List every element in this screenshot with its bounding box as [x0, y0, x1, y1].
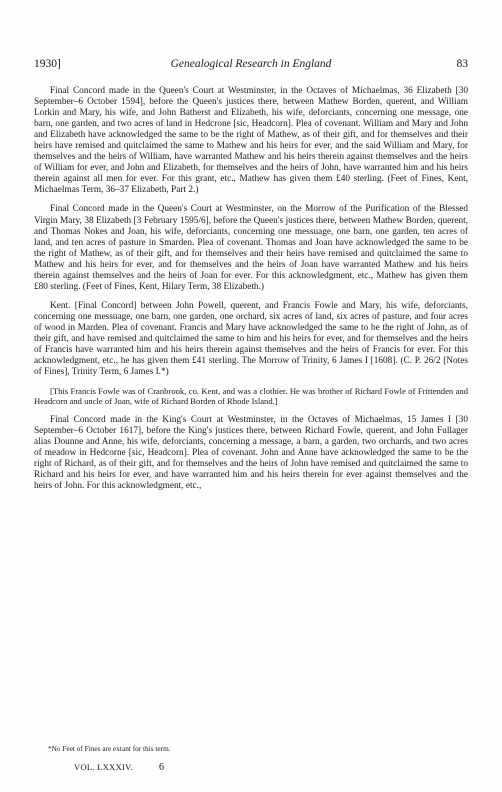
paragraph-final-concord-1595: Final Concord made in the Queen's Court at Westminster, on the Morrow of the Purification of the Blessed Virgin Mary, 38 Elizabeth [3 February 1595/6], before the Queen's justices there, between Mathew Borden, querent, and Thomas Nokes and Joan, his wife, deforciants, concerning one messuage, one barn, one garden, ten acres of land, and ten acres of pasture in Smarden. Plea of covenant. Thomas and Joan have acknowledged the same to be the right of Mathew, as of their gift, and for themselves and their heirs have remised and quitclaimed the same to Mathew and his heirs for ever, and for themselves and the heirs of Joan have warranted Mathew and his heirs therein against themselves and the heirs of Joan for ever. For this acknowledgment, etc., Mathew has given them £80 sterling. (Feet of Fines, Kent, Hilary Term, 38 Elizabeth.): [34, 204, 468, 292]
running-header: [34, 58, 468, 74]
page-footer: [74, 762, 164, 773]
paragraph-final-concord-1617: Final Concord made in the King's Court at Westminster, in the Octaves of Michaelmas, 15 James I [30 September–6 October 1617], before the King's justices there, between Richard Fowle, querent, and John Fullager alias Dounne and Anne, his wife, deforciants, concerning a message, a barn, a garden, two orchards, and two acres of meadow in Hedcorne [sic, Headcorn]. Plea of covenant. John and Anne have acknowledged the same to be the right of Richard, as of their gift, and for themselves and the heirs of John have remised and quitclaimed the same to Richard and his heirs for ever, and have warranted him and his heirs therein for ever against themselves and the heirs of John. For this acknowledgment, etc.,: [34, 414, 468, 491]
signature-mark: 6: [158, 762, 165, 773]
volume-label: VOL. LXXXIV.: [74, 762, 133, 772]
document-body: [34, 86, 468, 500]
paragraph-final-concord-1594: Final Concord made in the Queen's Court at Westminster, in the Octaves of Michaelmas, 36 Elizabeth [30 September–6 October 1594], before the Queen's justices there, between Mathew Borden, querent, and William Lorkin and Mary, his wife, and John Batherst and Elizabeth, his wife, deforciants, concerning one message, one barn, one garden, and two acres of land in Hedcrone [sic, Headcorn]. Plea of covenant. William and Mary and John and Elizabeth have acknowledged the same to be the right of Mathew, as of their gift, and for themselves and their heirs have remised and quitclaimed the same to Mathew and his heirs for ever, and the said William and Mary, for themselves and the heirs of William, have warranted Mathew and his heirs therein against themselves and the heirs of William for ever, and John and Elizabeth, for themselves and the heirs of John, have warranted him and his heirs therein against all men for ever. For this grant, etc., Mathew has given them £40 sterling. (Feet of Fines, Kent, Michaelmas Term, 36–37 Elizabeth, Part 2.): [34, 86, 468, 196]
header-year: 1930]: [34, 58, 61, 70]
bracketed-note: [This Francis Fowle was of Cranbrook, co. Kent, and was a clothier. He was brother of Richard Fowle of Frittenden and Headcorn and uncle of Joan, wife of Richard Borden of Rhode Island.]: [34, 386, 468, 407]
footnote: *No Feet of Fines are extant for this term.: [48, 744, 171, 753]
header-title: Genealogical Research in England: [170, 58, 332, 70]
paragraph-kent-1608: Kent. [Final Concord] between John Powell, querent, and Francis Fowle and Mary, his wife, deforciants, concerning one messuage, one barn, one garden, one orchard, six acres of land, six acres of pasture, and four acres of wood in Marden. Plea of covenant. Francis and Mary have acknowledged the same to be the right of John, as of their gift, and have remised and quitclaimed the same to him and his heirs for ever, and for themselves and the heirs of Francis have warranted him and his heirs therein against themselves and the heirs of Francis for ever. For this acknowledgment, etc., he has given them £41 sterling. The Morrow of Trinity, 6 James I [1608]. (C. P. 26/2 [Notes of Fines], Trinity Term, 6 James I.*): [34, 300, 468, 378]
page-number: 83: [456, 58, 468, 70]
